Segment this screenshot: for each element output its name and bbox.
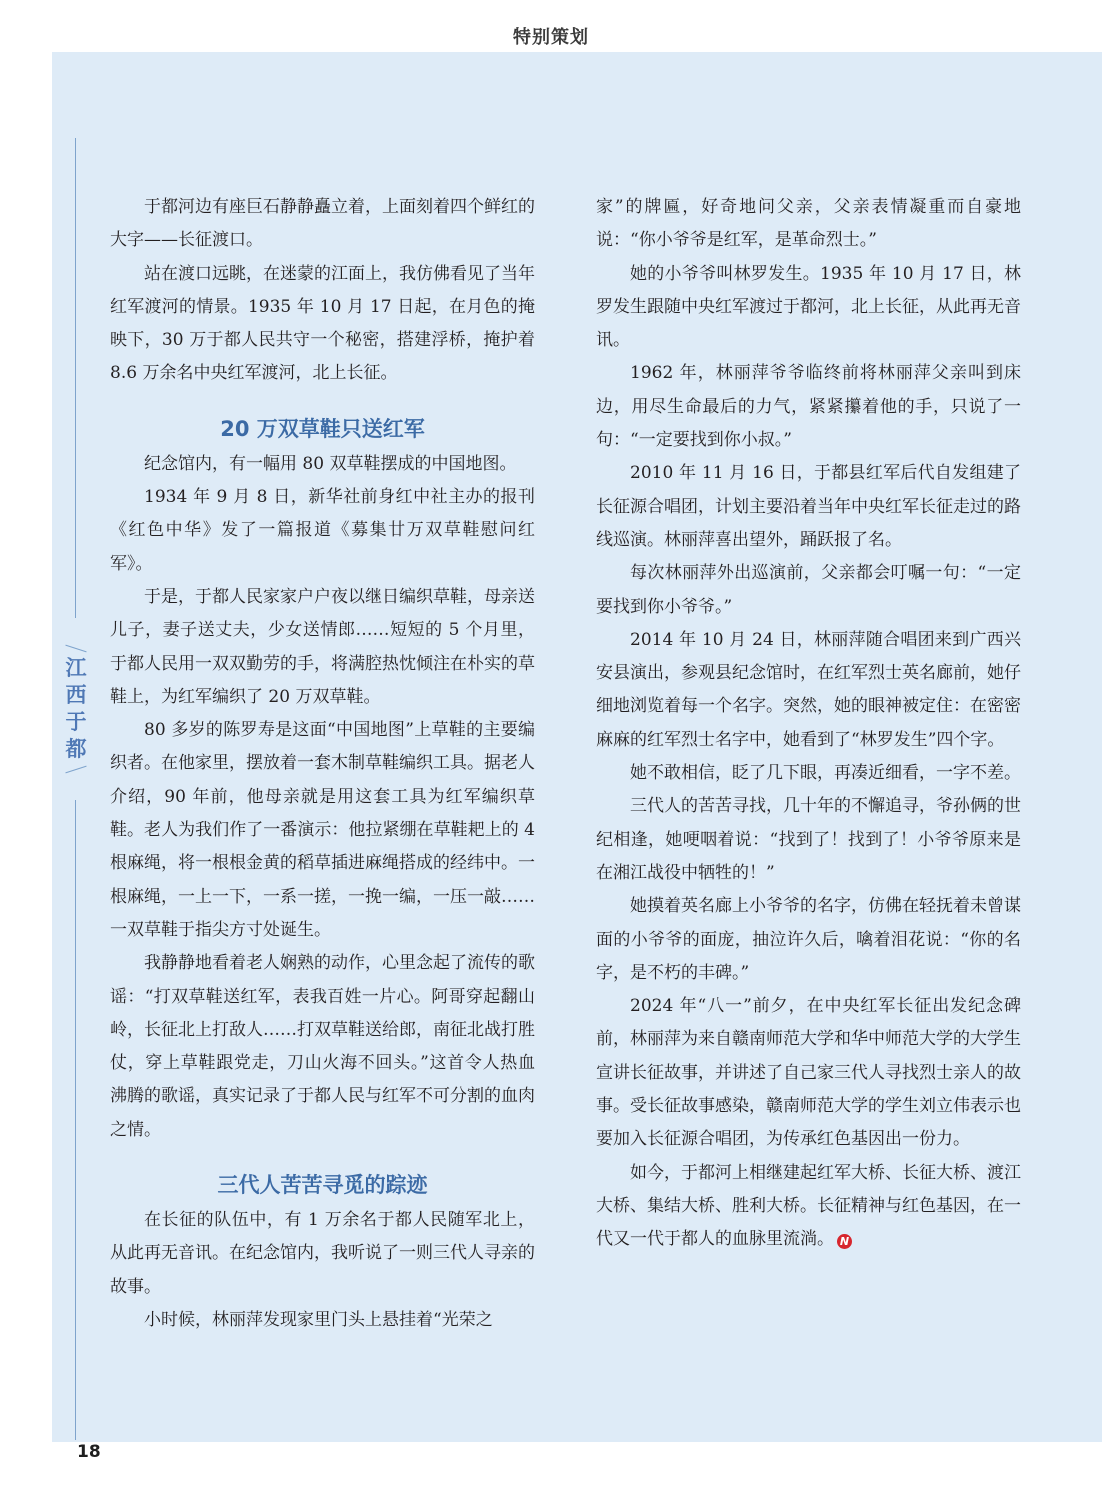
section-heading: 20 万双草鞋只送红军 [220,416,425,441]
paragraph: 于都河边有座巨石静静矗立着，上面刻着四个鲜红的大字——长征渡口。 [110,197,535,251]
paragraph: 1934 年 9 月 8 日，新华社前身红中社主办的报刊《红色中华》发了一篇报道《募集廿万双草鞋慰问红军》。 [110,487,535,574]
article-column-right [596,191,1021,1257]
side-label-char: 西 [65,683,87,707]
end-of-article-icon: N [837,1234,852,1249]
paragraph: 在长征的队伍中，有 1 万余名于都人民随军北上，从此再无音讯。在纪念馆内，我听说了一则三代人寻亲的故事。 [110,1210,535,1297]
paragraph: 站在渡口远眺，在迷蒙的江面上，我仿佛看见了当年红军渡河的情景。1935 年 10 月 17 日起，在月色的掩映下，30 万于都人民共守一个秘密，搭建浮桥，掩护着 8.6 万余名中央红军渡河，北上长征。 [110,263,535,384]
paragraph: 2014 年 10 月 24 日，林丽萍随合唱团来到广西兴安县演出，参观县纪念馆时，在红军烈士英名廊前，她仔细地浏览着每一个名字。突然，她的眼神被定住：在密密麻麻的红军烈士名字中，她看到了“林罗发生”四个字。 [596,629,1021,750]
paragraph: 三代人的苦苦寻找，几十年的不懈追寻，爷孙俩的世纪相逢，她哽咽着说：“找到了！找到了！小爷爷原来是在湘江战役中牺牲的！” [596,796,1021,883]
paragraph: 每次林丽萍外出巡演前，父亲都会叮嘱一句：“一定要找到你小爷爷。” [596,563,1021,617]
sidebar-location-label [60,648,92,770]
paragraph: 2024 年“八一”前夕，在中央红军长征出发纪念碑前，林丽萍为来自赣南师范大学和华中师范大学的大学生宣讲长征故事，并讲述了自己家三代人寻找烈士亲人的故事。受长征故事感染，赣南师范大学的学生刘立伟表示也要加入长征源合唱团，为传承红色基因出一份力。 [596,996,1021,1150]
paragraph: 2010 年 11 月 16 日，于都县红军后代自发组建了长征源合唱团，计划主要沿着当年中央红军长征走过的路线巡演。林丽萍喜出望外，踊跃报了名。 [596,463,1021,550]
paragraph: 她的小爷爷叫林罗发生。1935 年 10 月 17 日，林罗发生跟随中央红军渡过于都河，北上长征，从此再无音讯。 [596,263,1021,351]
side-rule-top [75,138,76,618]
section-title: 特别策划 [513,27,589,48]
paragraph-text: 如今，于都河上相继建起红军大桥、长征大桥、渡江大桥、集结大桥、胜利大桥。长征精神与红色基因，在一代又一代于都人的血脉里流淌。 [596,1162,1021,1250]
paragraph: 1962 年，林丽萍爷爷临终前将林丽萍父亲叫到床边，用尽生命最后的力气，紧紧攥着他的手，只说了一句：“一定要找到你小叔。” [596,363,1021,451]
paragraph: 80 多岁的陈罗寿是这面“中国地图”上草鞋的主要编织者。在他家里，摆放着一套木制草鞋编织工具。据老人介绍，90 年前，他母亲就是用这套工具为红军编织草鞋。老人为我们作了一番演示：他拉紧绷在草鞋耙上的 4 根麻绳，将一根根金黄的稻草插进麻绳搭成的经纬中。一根麻绳，一上一下，一系一搓，一挽一编，一压一敲……一双草鞋于指尖方寸处诞生。 [110,720,535,940]
section-heading: 三代人苦苦寻觅的踪迹 [217,1173,428,1198]
paragraph: 家”的牌匾，好奇地问父亲，父亲表情凝重而自豪地说：“你小爷爷是红军，是革命烈士。” [596,197,1021,251]
paragraph: 小时候，林丽萍发现家里门头上悬挂着“光荣之 [144,1309,493,1330]
paragraph: 我静静地看着老人娴熟的动作，心里念起了流传的歌谣：“打双草鞋送红军，表我百姓一片心。阿哥穿起翻山岭，长征北上打敌人……打双草鞋送给郎，南征北战打胜仗，穿上草鞋跟党走，刀山火海不回头。”这首令人热血沸腾的歌谣，真实记录了于都人民与红军不可分割的血肉之情。 [110,953,535,1140]
final-paragraph [596,1157,1021,1257]
side-rule-bottom [75,800,76,1440]
paragraph: 纪念馆内，有一幅用 80 双草鞋摆成的中国地图。 [144,453,517,474]
paragraph: 她不敢相信，眨了几下眼，再凑近细看，一字不差。 [630,763,1021,784]
paragraph: 于是，于都人民家家户户夜以继日编织草鞋，母亲送儿子，妻子送丈夫，少女送情郎……短短的 5 个月里，于都人民用一双双勤劳的手，将满腔热忱倾注在朴实的草鞋上，为红军编织了 20 万双草鞋。 [110,586,535,707]
article-column-left [110,191,535,1337]
side-label-char: 都 [65,737,87,761]
page-number: 18 [77,1442,101,1462]
paragraph: 她摸着英名廊上小爷爷的名字，仿佛在轻抚着未曾谋面的小爷爷的面庞，抽泣许久后，噙着泪花说：“你的名字，是不朽的丰碑。” [596,896,1021,983]
side-label-char: 江 [65,656,87,680]
side-label-char: 于 [65,710,87,734]
